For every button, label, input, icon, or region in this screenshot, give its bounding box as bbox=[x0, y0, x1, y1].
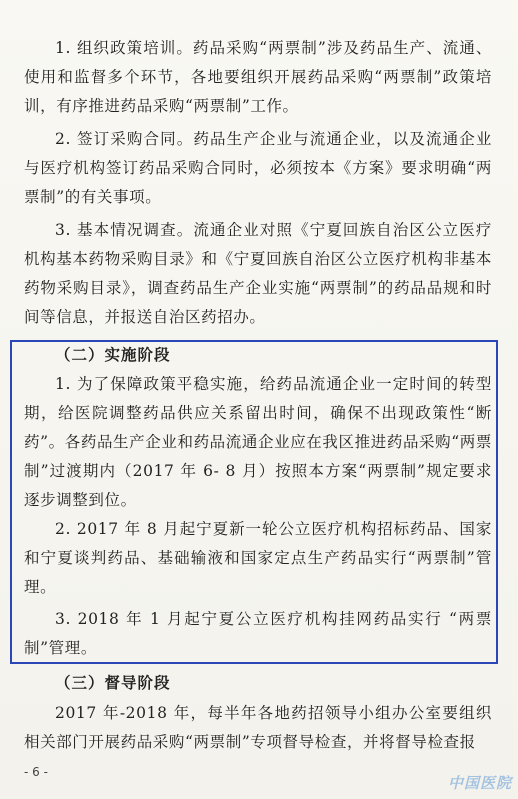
page-number: - 6 - bbox=[24, 765, 48, 779]
paragraph-training: 1. 组织政策培训。药品采购“两票制”涉及药品生产、流通、使用和监督多个环节，各地要组织开展药品采购“两票制”政策培训，有序推进药品采购“两票制”工作。 bbox=[24, 39, 492, 115]
section-heading-implementation: （二）实施阶段 bbox=[55, 345, 171, 364]
paragraph-january-2018: 3. 2018 年 1 月起宁夏公立医疗机构挂网药品实行 “两票制”管理。 bbox=[24, 610, 492, 657]
paragraph-contract: 2. 签订采购合同。药品生产企业与流通企业，以及流通企业与医疗机构签订药品采购合同时，必须按本《方案》要求明确“两票制”的有关事项。 bbox=[24, 130, 492, 206]
watermark-logo: 中国医院 bbox=[447, 774, 512, 792]
section-heading-supervision: （三）督导阶段 bbox=[55, 673, 171, 692]
paragraph-transition: 1. 为了保障政策平稳实施，给药品流通企业一定时间的转型期，给医院调整药品供应关系留出时间，确保不出现政策性“断药”。各药品生产企业和药品流通企业应在我区推进药品采购“两票制”过渡期内（2017 年 6- 8 月）按照本方案“两票制”规定要求逐步调整到位。 bbox=[24, 375, 492, 509]
paragraph-survey: 3. 基本情况调查。流通企业对照《宁夏回族自治区公立医疗机构基本药物采购目录》和《宁夏回族自治区公立医疗机构非基本药物采购目录》，调查药品生产企业实施“两票制”的药品品规和时间等信息，并报送自治区药招办。 bbox=[24, 221, 492, 326]
paragraph-supervision: 2017 年-2018 年，每半年各地药招领导小组办公室要组织相关部门开展药品采购“两票制”专项督导检查，并将督导检查报 bbox=[24, 704, 492, 751]
paragraph-august-2017: 2. 2017 年 8 月起宁夏新一轮公立医疗机构招标药品、国家和宁夏谈判药品、基础输液和国家定点生产药品实行“两票制”管理。 bbox=[24, 520, 492, 596]
